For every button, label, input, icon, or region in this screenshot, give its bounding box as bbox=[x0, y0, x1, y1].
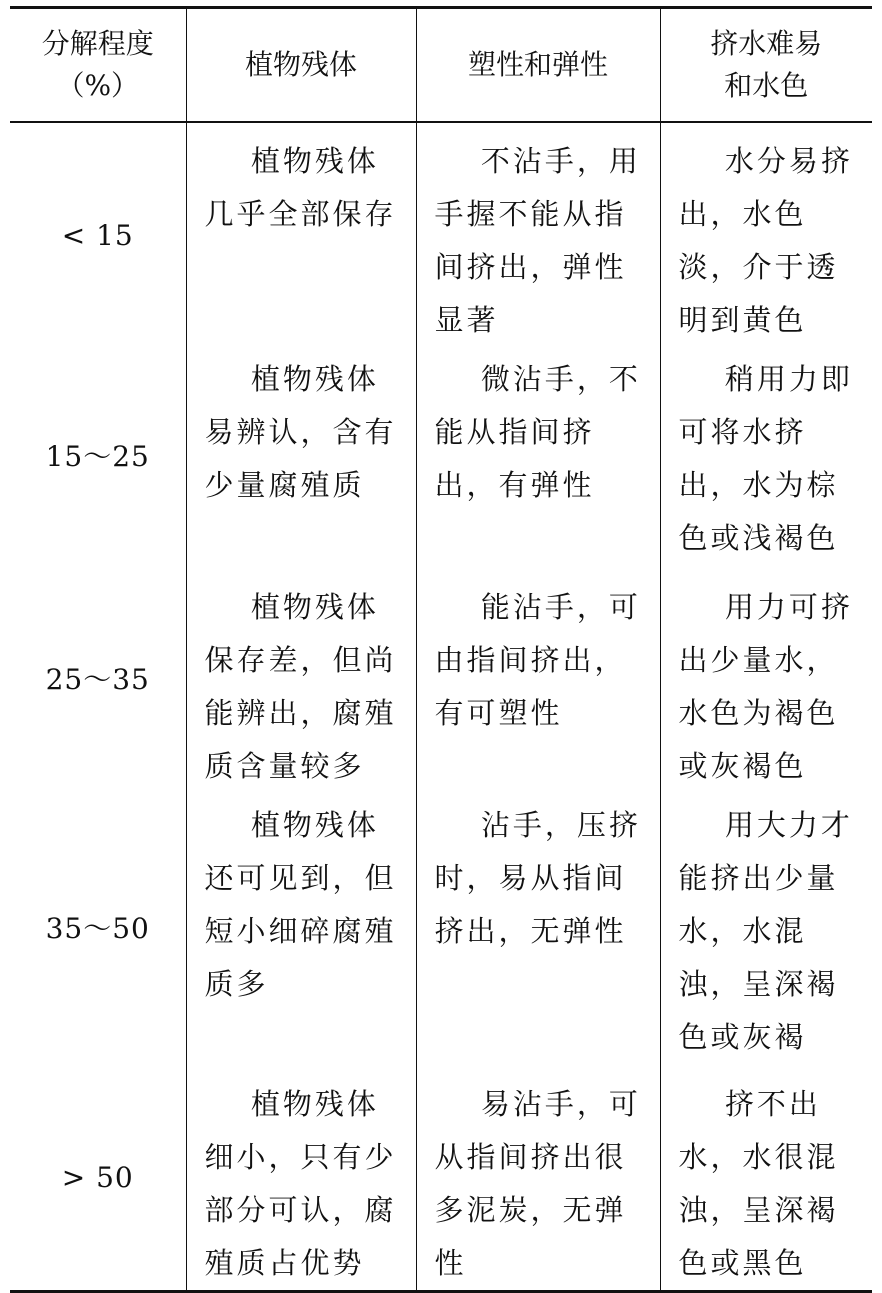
cell-range: < 15 bbox=[61, 218, 134, 252]
cell-plasticity bbox=[416, 122, 660, 347]
cell-residue-text: 植物残体还可见到，但短小细碎腐殖质多 bbox=[204, 808, 397, 1001]
header-plasticity-elasticity: 塑性和弹性 bbox=[416, 8, 660, 123]
cell-residue-text: 植物残体细小，只有少部分可认，腐殖质占优势 bbox=[204, 1087, 397, 1280]
header-col1-line2: （%） bbox=[56, 69, 140, 102]
cell-residue bbox=[186, 793, 416, 1064]
cell-water-text: 用大力才能挤出少量水，水混浊，呈深褐色或灰褐 bbox=[678, 808, 853, 1054]
cell-plasticity-text: 微沾手，不能从指间挤出，有弹性 bbox=[434, 362, 641, 502]
cell-range: 35～50 bbox=[45, 912, 150, 945]
cell-water bbox=[660, 793, 872, 1064]
cell-residue bbox=[186, 565, 416, 793]
table-row bbox=[10, 347, 872, 565]
header-row bbox=[10, 8, 872, 123]
cell-water bbox=[660, 1064, 872, 1292]
table-row bbox=[10, 565, 872, 793]
table-row bbox=[10, 1064, 872, 1292]
cell-water bbox=[660, 347, 872, 565]
cell-range: > 50 bbox=[10, 1064, 186, 1292]
cell-plasticity-text: 沾手，压挤时，易从指间挤出，无弹性 bbox=[434, 808, 641, 948]
cell-water-text: 稍用力即可将水挤出，水为棕色或浅褐色 bbox=[678, 362, 853, 555]
cell-residue bbox=[186, 122, 416, 347]
cell-residue bbox=[186, 347, 416, 565]
peat-decomposition-table bbox=[10, 6, 872, 1293]
cell-plasticity bbox=[416, 347, 660, 565]
header-col4-line1: 挤水难易 bbox=[710, 27, 823, 60]
cell-water-text: 用力可挤出少量水，水色为褐色或灰褐色 bbox=[678, 590, 853, 783]
header-col1-line1: 分解程度 bbox=[41, 27, 154, 60]
header-water-squeeze bbox=[660, 8, 872, 123]
cell-residue bbox=[186, 1064, 416, 1292]
cell-plasticity bbox=[416, 1064, 660, 1292]
cell-residue-text: 植物残体几乎全部保存 bbox=[204, 144, 397, 231]
cell-water bbox=[660, 122, 872, 347]
header-plant-residue: 植物残体 bbox=[186, 8, 416, 123]
cell-residue-text: 植物残体保存差，但尚能辨出，腐殖质含量较多 bbox=[204, 590, 397, 783]
cell-plasticity-text: 易沾手，可从指间挤出很多泥炭，无弹性 bbox=[434, 1087, 641, 1280]
cell-range: 15～25 bbox=[45, 439, 150, 473]
cell-residue-text: 植物残体易辨认，含有少量腐殖质 bbox=[204, 362, 397, 502]
table-header bbox=[10, 8, 872, 123]
table-row bbox=[10, 122, 872, 347]
cell-water-text: 水分易挤出，水色淡，介于透明到黄色 bbox=[678, 144, 853, 337]
header-col4-line2: 和水色 bbox=[724, 69, 809, 102]
cell-plasticity bbox=[416, 793, 660, 1064]
cell-water bbox=[660, 565, 872, 793]
cell-water-text: 挤不出水，水很混浊，呈深褐色或黑色 bbox=[678, 1087, 839, 1280]
cell-plasticity-text: 能沾手，可由指间挤出，有可塑性 bbox=[434, 590, 641, 730]
header-decomposition-degree bbox=[10, 8, 186, 123]
table-body bbox=[10, 122, 872, 1292]
cell-range: 25～35 bbox=[45, 662, 150, 696]
table-row bbox=[10, 793, 872, 1064]
cell-plasticity-text: 不沾手，用手握不能从指间挤出，弹性显著 bbox=[434, 144, 641, 337]
cell-plasticity bbox=[416, 565, 660, 793]
